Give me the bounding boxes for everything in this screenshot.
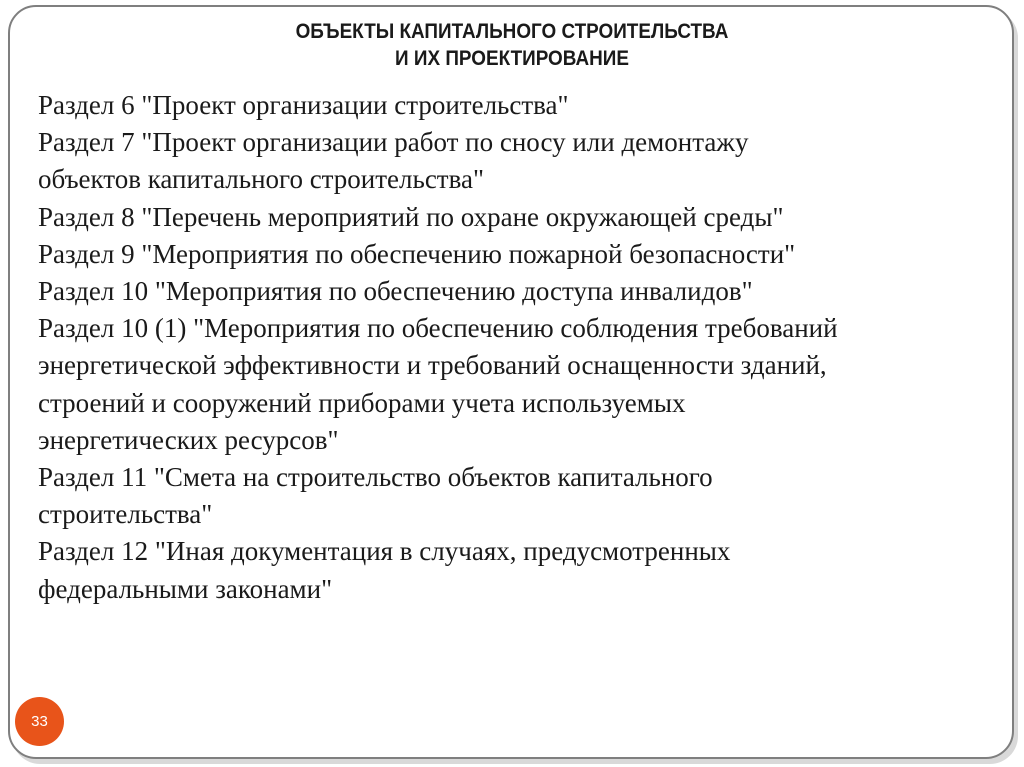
body-line: Раздел 9 "Мероприятия по обеспечению пожарной безопасности" [38, 238, 796, 269]
body-line: Раздел 7 "Проект организации работ по сносу или демонтажу [38, 127, 749, 158]
body-line: Раздел 10 "Мероприятия по обеспечению доступа инвалидов" [38, 276, 753, 307]
page-number-badge: 33 [15, 697, 64, 746]
body-line: энергетической эффективности и требований оснащенности зданий, [38, 350, 827, 381]
slide-title-line-1: ОБЪЕКТЫ КАПИТАЛЬНОГО СТРОИТЕЛЬСТВА [295, 20, 729, 43]
body-line: строительства" [38, 499, 213, 530]
body-line: Раздел 10 (1) "Мероприятия по обеспечению соблюдения требований [38, 313, 838, 344]
body-line: Раздел 12 "Иная документация в случаях, предусмотренных [38, 536, 731, 567]
slide-body [38, 87, 998, 608]
slide-title-line-2: И ИХ ПРОЕКТИРОВАНИЕ [395, 47, 629, 70]
body-line: Раздел 6 "Проект организации строительства" [38, 90, 569, 120]
body-line: федеральными законами" [38, 573, 333, 604]
body-line: строений и сооружений приборами учета используемых [38, 387, 686, 418]
body-line: энергетических ресурсов" [38, 424, 339, 455]
body-line: Раздел 11 "Смета на строительство объектов капитального [38, 462, 713, 493]
body-line: Раздел 8 "Перечень мероприятий по охране окружающей среды" [38, 201, 784, 232]
slide-title [51, 18, 973, 72]
body-line: объектов капитального строительства" [38, 164, 485, 195]
